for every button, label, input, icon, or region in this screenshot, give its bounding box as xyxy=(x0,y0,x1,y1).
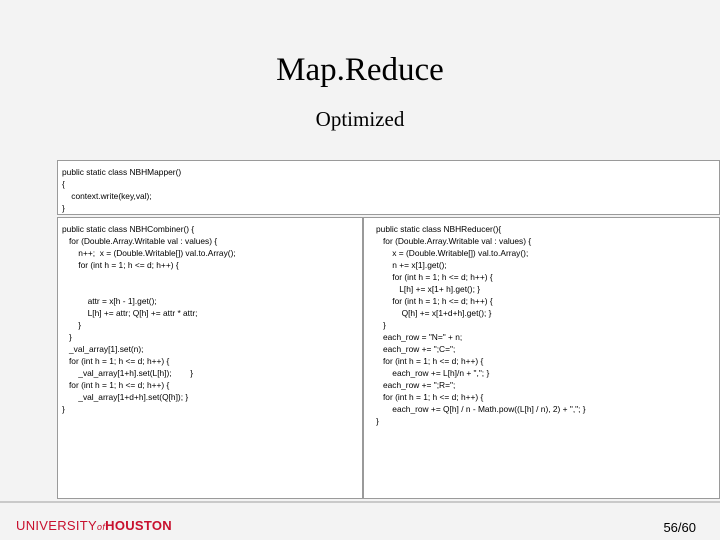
code-line: _val_array[1+h].set(L[h]); } xyxy=(62,368,194,378)
code-line: L[h] += attr; Q[h] += attr * attr; xyxy=(62,308,198,318)
logo-of-text: of xyxy=(97,522,106,532)
code-line: for (int h = 1; h <= d; h++) { xyxy=(376,392,484,402)
code-line: _val_array[1+d+h].set(Q[h]); } xyxy=(62,392,189,402)
code-line: each_row += L[h]/n + ","; } xyxy=(376,368,490,378)
code-line: for (Double.Array.Writable val : values) { xyxy=(376,236,532,246)
university-logo xyxy=(16,518,172,533)
code-line: each_row += ";C="; xyxy=(376,344,456,354)
code-line: } xyxy=(62,404,65,414)
code-line: public static class NBHCombiner() { xyxy=(62,224,195,234)
reducer-code-box xyxy=(363,217,720,499)
code-line: for (int h = 1; h <= d; h++) { xyxy=(62,260,179,270)
code-line: } xyxy=(62,332,72,342)
code-line: { xyxy=(62,179,65,189)
code-line: for (int h = 1; h <= d; h++) { xyxy=(376,272,493,282)
code-line: n++; x = (Double.Writable[]) val.to.Array(); xyxy=(62,248,236,258)
code-line: for (int h = 1; h <= d; h++) { xyxy=(376,296,493,306)
slide-title: Map.Reduce xyxy=(276,52,444,88)
code-line: for (int h = 1; h <= d; h++) { xyxy=(62,380,170,390)
slide-subtitle: Optimized xyxy=(315,107,405,131)
code-line: attr = x[h - 1].get(); xyxy=(62,296,157,306)
code-line: for (int h = 1; h <= d; h++) { xyxy=(62,356,170,366)
code-line: _val_array[1].set(n); xyxy=(62,344,144,354)
code-line: public static class NBHMapper() xyxy=(62,167,182,177)
logo-houston-text: HOUSTON xyxy=(105,518,172,533)
code-line: } xyxy=(62,203,65,213)
code-line: } xyxy=(62,320,82,330)
combiner-code-box xyxy=(57,217,363,499)
code-line: for (int h = 1; h <= d; h++) { xyxy=(376,356,484,366)
code-line: Q[h] += x[1+d+h].get(); } xyxy=(376,308,492,318)
code-line: for (Double.Array.Writable val : values) { xyxy=(62,236,218,246)
code-line: } xyxy=(376,416,379,426)
code-line: x = (Double.Writable[]) val.to.Array(); xyxy=(376,248,529,258)
logo-university-text: UNIVERSITY xyxy=(16,518,98,533)
code-line: each_row += Q[h] / n - Math.pow((L[h] / n), 2) + ","; } xyxy=(376,404,586,414)
code-line xyxy=(62,283,362,295)
mapper-code-box xyxy=(57,160,720,215)
footer-divider xyxy=(0,501,720,503)
code-line xyxy=(62,271,362,283)
code-line: each_row += ";R="; xyxy=(376,380,456,390)
code-line: context.write(key,val); xyxy=(62,191,152,201)
page-number: 56/60 xyxy=(663,520,696,535)
code-line: public static class NBHReducer(){ xyxy=(376,224,502,234)
code-line: L[h] += x[1+ h].get(); } xyxy=(376,284,481,294)
code-line: each_row = "N=" + n; xyxy=(376,332,463,342)
code-line: } xyxy=(376,320,386,330)
code-line: n += x[1].get(); xyxy=(376,260,447,270)
